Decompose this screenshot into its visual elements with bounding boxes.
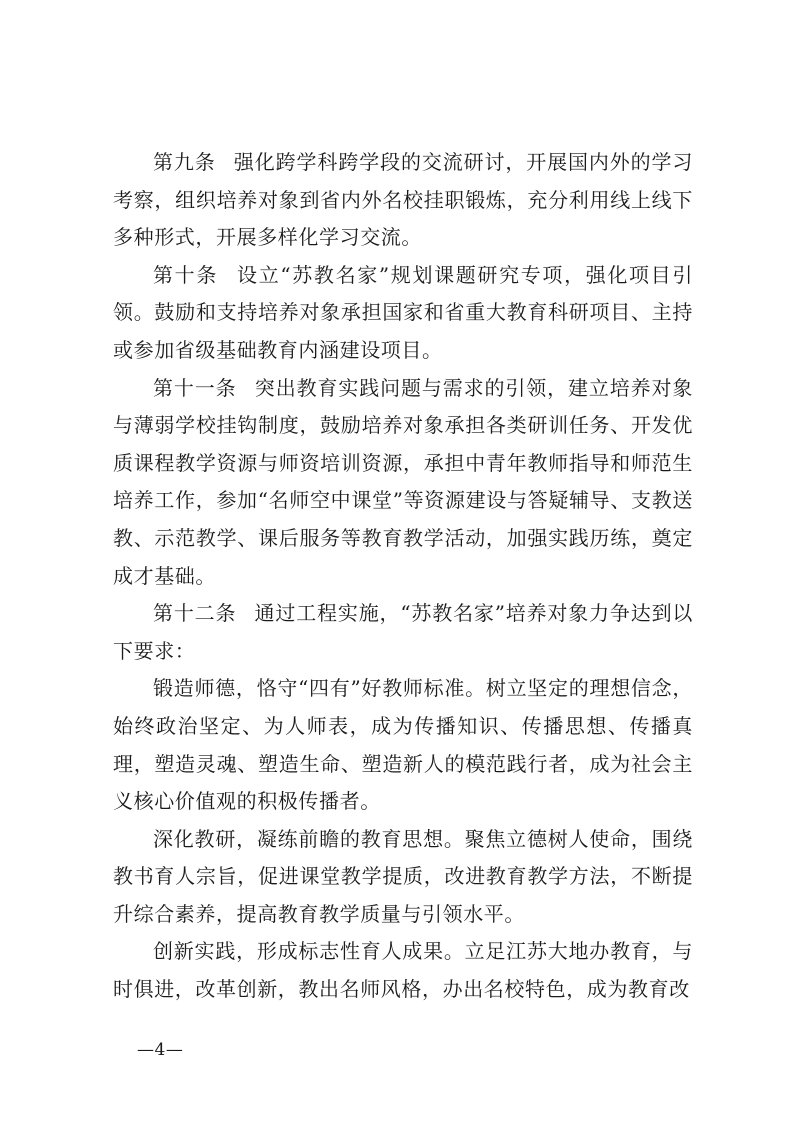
- article-11-label: 第十一条: [153, 375, 237, 400]
- article-10-text: 设立“苏教名家”规划课题研究专项，强化项目引领。鼓励和支持培养对象承担国家和省重大教育科研项目、主持或参加省级基础教育内涵建设项目。: [113, 262, 693, 362]
- article-12-text: 通过工程实施，“苏教名家”培养对象力争达到以下要求：: [113, 601, 694, 663]
- article-9-paragraph: [113, 144, 693, 257]
- page-number: —4—: [137, 1040, 184, 1060]
- article-11-text: 突出教育实践问题与需求的引领，建立培养对象与薄弱学校挂钩制度，鼓励培养对象承担各类研训任务、开发优质课程教学资源与师资培训资源，承担中青年教师指导和师范生培养工作，参加“名师空中课堂”等资源建设与答疑辅导、支教送教、示范教学、课后服务等教育教学活动，加强实践历练，奠定成才基础。: [113, 375, 693, 588]
- article-10-paragraph: [113, 257, 693, 370]
- article-9-text: 强化跨学科跨学段的交流研讨，开展国内外的学习考察，组织培养对象到省内外名校挂职锻炼，充分利用线上线下多种形式，开展多样化学习交流。: [113, 150, 693, 250]
- article-12-label: 第十二条: [153, 601, 237, 626]
- article-11-paragraph: [113, 370, 693, 596]
- article-12-paragraph: [113, 595, 693, 670]
- document-body: [113, 144, 693, 1009]
- requirement-ethics-paragraph: 锻造师德，恪守“四有”好教师标准。树立坚定的理想信念，始终政治坚定、为人师表，成为传播知识、传播思想、传播真理，塑造灵魂、塑造生命、塑造新人的模范践行者，成为社会主义核心价值观的积极传播者。: [113, 676, 693, 814]
- requirement-research-paragraph: 深化教研，凝练前瞻的教育思想。聚焦立德树人使命，围绕教书育人宗旨，促进课堂教学提质，改进教育教学方法，不断提升综合素养，提高教育教学质量与引领水平。: [113, 826, 693, 926]
- requirement-practice-paragraph: 创新实践，形成标志性育人成果。立足江苏大地办教育，与时俱进，改革创新，教出名师风格，办出名校特色，成为教育改: [113, 939, 693, 1002]
- article-9-label: 第九条: [153, 150, 216, 174]
- article-10-label: 第十条: [153, 262, 218, 287]
